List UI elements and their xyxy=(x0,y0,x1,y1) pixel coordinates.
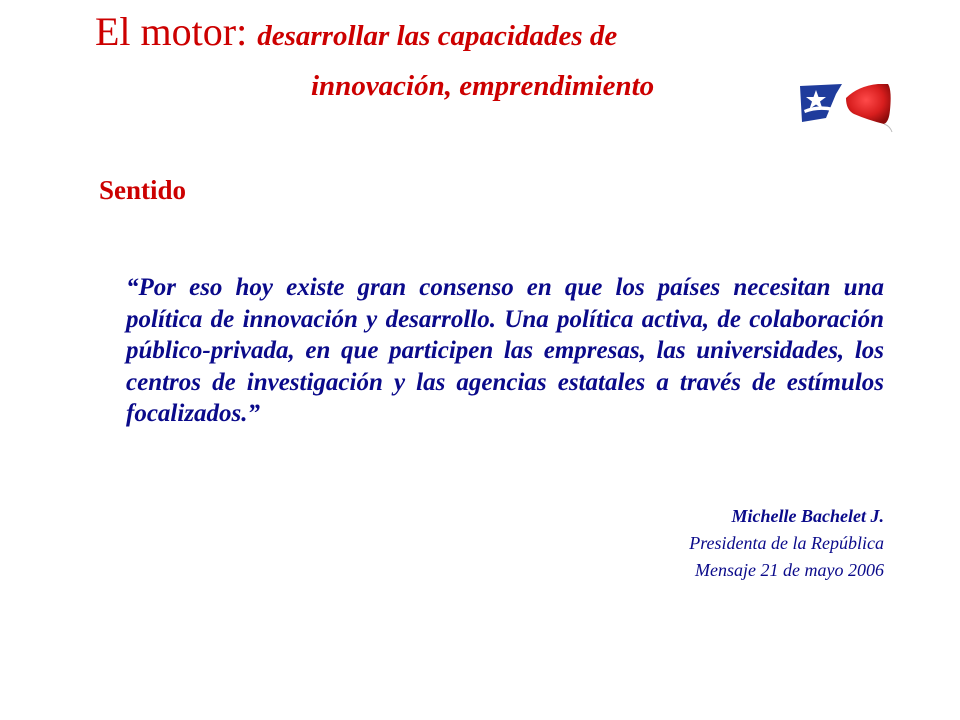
slide-title xyxy=(95,9,815,102)
title-colon: : xyxy=(236,9,258,54)
title-main: El motor xyxy=(95,9,237,54)
section-heading: Sentido xyxy=(99,175,187,205)
attribution xyxy=(689,503,884,584)
attribution-name: Michelle Bachelet J. xyxy=(731,506,884,526)
quote-text: “Por eso hoy existe gran consenso en que los países necesitan una política de innovación y desarrollo. Una política activa, de colaboración público-privada, en que participen las empresas, las universidades, los centros de investigación y las agencias estatales a través de estímulos focalizados.” xyxy=(126,274,884,427)
attribution-source: Mensaje 21 de mayo 2006 xyxy=(695,560,884,580)
title-subtitle-line-2: innovación, emprendimiento xyxy=(311,70,655,102)
title-line-1 xyxy=(95,9,815,54)
title-subtitle-line-1: desarrollar las capacidades de xyxy=(257,20,618,52)
attribution-role: Presidenta de la República xyxy=(689,533,884,553)
chile-flag-logo-icon xyxy=(796,80,896,135)
